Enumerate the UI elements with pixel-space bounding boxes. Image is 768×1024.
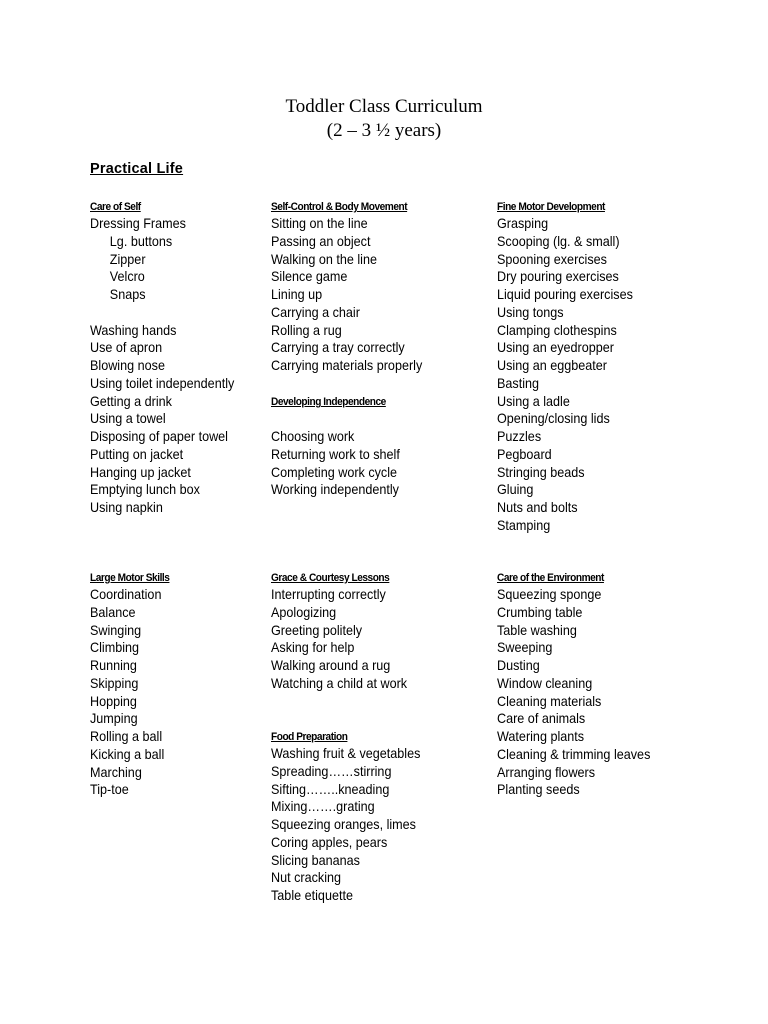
list-item: Slicing bananas: [271, 851, 360, 868]
list-item: Sitting on the line: [271, 215, 368, 231]
list-item: Carrying materials properly: [271, 357, 423, 373]
list-item: Basting: [497, 374, 540, 391]
list-item: Table etiquette: [271, 887, 353, 903]
list-item: Hanging up jacket: [90, 463, 191, 480]
list-item: Washing fruit & vegetables: [271, 745, 421, 761]
section-heading: Practical Life: [90, 161, 184, 177]
block-heading: Grace & Courtesy Lessons: [271, 572, 390, 584]
list-item: Mixing…….grating: [271, 798, 375, 815]
list-item: Squeezing sponge: [497, 586, 602, 602]
list-item: Window cleaning: [497, 674, 593, 691]
list-item: Using an eyedropper: [497, 339, 614, 356]
block-self-control: [271, 199, 439, 375]
list-item: Tip-toe: [90, 781, 129, 798]
list-item: Care of animals: [497, 710, 586, 727]
list-item: Sifting……..kneading: [271, 780, 390, 797]
list-item: Stamping: [497, 516, 551, 533]
list-item: Returning work to shelf: [271, 445, 400, 462]
block-heading: Developing Independence: [271, 396, 386, 408]
block-developing-independence: [271, 394, 414, 499]
block-care-of-self: [90, 199, 250, 517]
list-item: Silence game: [271, 268, 348, 285]
list-item: Squeezing oranges, limes: [271, 816, 416, 832]
list-item: Spooning exercises: [497, 250, 607, 267]
list-item: Hopping: [90, 692, 137, 709]
list-item: Asking for help: [271, 639, 355, 656]
list-item: Running: [90, 657, 137, 673]
list-item: Rolling a rug: [271, 321, 342, 338]
list-item: Washing hands: [90, 321, 177, 338]
list-item: Pegboard: [497, 445, 552, 462]
list-item: Using tongs: [497, 303, 564, 320]
list-item: Interrupting correctly: [271, 586, 386, 602]
list-item: Cleaning materials: [497, 692, 602, 709]
block-fine-motor: [497, 199, 648, 535]
list-item: Passing an object: [271, 232, 371, 249]
document-title: Toddler Class Curriculum: [285, 96, 483, 117]
list-item: Jumping: [90, 710, 138, 727]
list-item: Dressing Frames: [90, 215, 186, 231]
list-item: Using a ladle: [497, 392, 570, 409]
list-item: Grasping: [497, 215, 549, 231]
list-item: Choosing work: [271, 428, 355, 444]
document-subtitle: (2 – 3 ½ years): [326, 120, 442, 141]
list-item: Clamping clothespins: [497, 321, 617, 338]
list-item: Cleaning & trimming leaves: [497, 745, 651, 762]
list-item: Lining up: [271, 286, 323, 302]
list-item: Planting seeds: [497, 781, 580, 798]
list-item: Nut cracking: [271, 869, 342, 886]
list-item: Snaps: [109, 286, 146, 302]
block-grace-courtesy: [271, 570, 422, 693]
block-heading: Care of the Environment: [497, 572, 604, 584]
list-item: Sweeping: [497, 639, 553, 656]
list-item: Dusting: [497, 657, 540, 673]
list-item: Apologizing: [271, 603, 337, 620]
list-item: Carrying a chair: [271, 303, 360, 320]
list-item: Velcro: [109, 268, 145, 285]
list-item: Nuts and bolts: [497, 499, 578, 515]
list-item: Using an eggbeater: [497, 357, 607, 373]
list-item: Walking around a rug: [271, 657, 391, 673]
list-item: Use of apron: [90, 339, 163, 356]
list-item: Using napkin: [90, 499, 163, 515]
list-item: Zipper: [109, 250, 146, 267]
block-care-of-environment: [497, 570, 667, 799]
list-item: Rolling a ball: [90, 728, 163, 744]
list-item: Balance: [90, 603, 136, 620]
list-item: Crumbing table: [497, 603, 583, 620]
list-item: Skipping: [90, 674, 139, 691]
list-item: Spreading……stirring: [271, 762, 392, 779]
list-item: Puzzles: [497, 428, 542, 444]
list-item: Completing work cycle: [271, 463, 398, 480]
list-item: Coordination: [90, 586, 162, 602]
list-item: Carrying a tray correctly: [271, 339, 405, 356]
list-item: Climbing: [90, 639, 140, 656]
list-item: Using toilet independently: [90, 374, 235, 391]
block-large-motor: [90, 570, 176, 799]
list-item: Opening/closing lids: [497, 410, 610, 427]
list-item: Greeting politely: [271, 621, 363, 638]
list-item: Marching: [90, 763, 142, 780]
list-item: Coring apples, pears: [271, 833, 388, 850]
list-item: Arranging flowers: [497, 763, 596, 780]
list-item: Swinging: [90, 621, 142, 638]
list-item: Using a towel: [90, 410, 166, 427]
list-item: Disposing of paper towel: [90, 428, 228, 444]
list-item: Dry pouring exercises: [497, 268, 619, 285]
block-heading: Self-Control & Body Movement: [271, 201, 408, 213]
list-item: Stringing beads: [497, 463, 585, 480]
list-item: Getting a drink: [90, 392, 172, 409]
list-item: Lg. buttons: [109, 232, 173, 249]
block-heading: Care of Self: [90, 201, 141, 213]
list-item: Watering plants: [497, 728, 585, 744]
block-heading: Fine Motor Development: [497, 201, 605, 213]
list-item: Scooping (lg. & small): [497, 232, 620, 249]
list-item: Watching a child at work: [271, 674, 408, 691]
list-item: Emptying lunch box: [90, 481, 200, 498]
list-item: Table washing: [497, 621, 577, 638]
block-heading: Food Preparation: [271, 731, 348, 743]
list-item: Liquid pouring exercises: [497, 286, 633, 302]
list-item: Walking on the line: [271, 250, 378, 267]
list-item: Gluing: [497, 481, 534, 498]
list-item: Blowing nose: [90, 357, 165, 373]
list-item: Putting on jacket: [90, 445, 184, 462]
block-heading: Large Motor Skills: [90, 572, 170, 584]
block-food-preparation: [271, 729, 437, 905]
list-item: Kicking a ball: [90, 745, 165, 762]
list-item: Working independently: [271, 481, 399, 498]
